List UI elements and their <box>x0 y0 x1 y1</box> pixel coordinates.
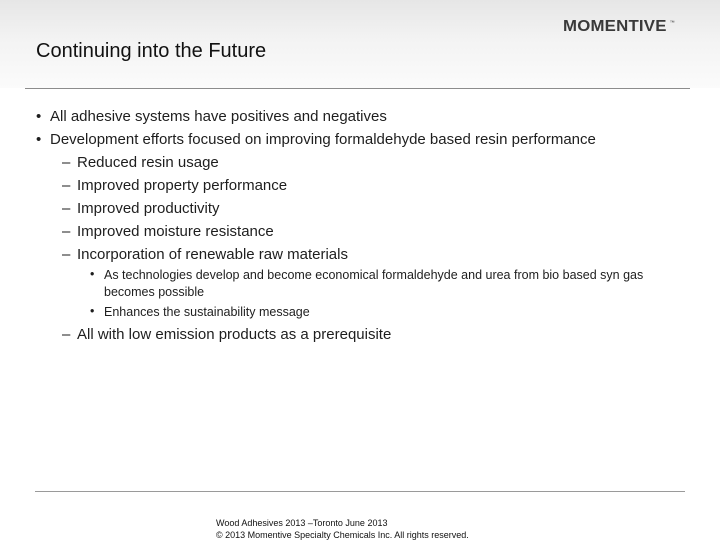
header-divider <box>25 88 690 89</box>
logo-text: MOMENTIVE <box>563 18 667 35</box>
bullet-marker: • <box>36 131 42 148</box>
footer-copyright-line: © 2013 Momentive Specialty Chemicals Inc. All rights reserved. <box>216 530 469 540</box>
dash-marker: – <box>62 246 71 263</box>
footer-event-line: Wood Adhesives 2013 –Toronto June 2013 <box>216 518 388 528</box>
trademark-mark: ™ <box>669 20 675 26</box>
slide-title: Continuing into the Future <box>36 40 267 62</box>
momentive-logo <box>563 14 675 40</box>
bullet-text: Development efforts focused on improving formaldehyde based resin performance <box>50 131 596 148</box>
sub-item-text: Incorporation of renewable raw materials <box>77 246 348 263</box>
bullet-marker: • <box>90 267 95 281</box>
sub-sub-item-text: Enhances the sustainability message <box>104 305 310 319</box>
dash-marker: – <box>62 200 71 217</box>
sub-item-text: Reduced resin usage <box>77 154 219 171</box>
dash-marker: – <box>62 154 71 171</box>
bullet-text: All adhesive systems have positives and negatives <box>50 108 387 125</box>
sub-item-text: All with low emission products as a prerequisite <box>77 326 392 343</box>
sub-item-text: Improved productivity <box>77 200 220 217</box>
sub-item-text: Improved property performance <box>77 177 288 194</box>
bullet-marker: • <box>36 108 42 125</box>
dash-marker: – <box>62 223 71 240</box>
footer-divider <box>35 491 685 492</box>
dash-marker: – <box>62 177 71 194</box>
sub-item-text: Improved moisture resistance <box>77 223 274 240</box>
dash-marker: – <box>62 326 71 343</box>
bullet-marker: • <box>90 304 95 318</box>
footer <box>216 517 469 541</box>
sub-sub-item-text: As technologies develop and become economical formaldehyde and urea from bio based syn gas becomes possible <box>104 268 644 299</box>
